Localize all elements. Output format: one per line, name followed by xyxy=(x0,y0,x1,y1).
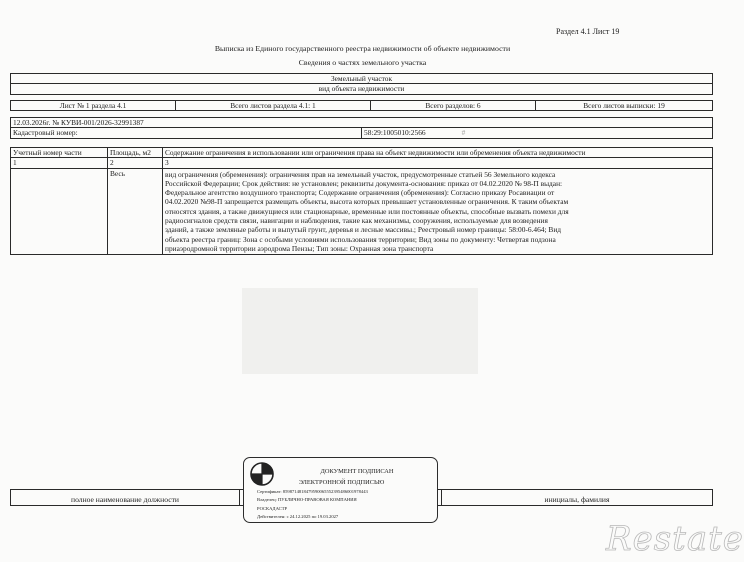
content-line: зданий, а также земляные работы и выпутый грунт, деревья и лесные массивы.; Реестровый номер границы: 58:00-6.464; Вид xyxy=(165,225,562,235)
stamp-owner-line2: РОСКАДАСТР xyxy=(257,506,288,511)
electronic-signature-stamp xyxy=(243,457,438,523)
doc-number-table xyxy=(10,117,713,139)
content-line: приаэродромной территории аэродрома Пензы; Тип зоны: Охранная зона транспорта xyxy=(165,243,434,253)
sheet-number: Лист № 1 раздела 4.1 xyxy=(11,101,176,111)
stamp-owner-line1: Владелец: ПУБЛИЧНО-ПРАВОВАЯ КОМПАНИЯ xyxy=(257,497,357,502)
col-number-3: 3 xyxy=(163,158,713,168)
object-type-caption: вид объекта недвижимости xyxy=(11,84,713,94)
content-line: относятся здания, а также движущиеся или стационарные, временные или постоянные объекты, способные вызвать помехи для xyxy=(165,206,569,216)
part-number-cell xyxy=(11,168,108,255)
name-caption: инициалы, фамилия xyxy=(544,495,610,504)
content-line: объекта реестра границ: Зона с особыми условиями использования территории; Вид зоны по документу: Четвертая подзона xyxy=(165,234,556,244)
area-cell: Весь xyxy=(108,168,163,255)
col-header-area: Площадь, м2 xyxy=(108,148,163,158)
col-number-2: 2 xyxy=(108,158,163,168)
total-section-sheets: Всего листов раздела 4.1: 1 xyxy=(176,101,371,111)
stamp-title-line2: ЭЛЕКТРОННОЙ ПОДПИСЬЮ xyxy=(298,479,385,486)
total-sections: Всего разделов: 6 xyxy=(371,101,536,111)
cadastral-value: 58:29:1005010:2566 xyxy=(364,128,426,138)
parts-col-number-row xyxy=(11,158,713,168)
parts-header-row xyxy=(11,148,713,158)
table-row xyxy=(11,168,713,255)
cadastral-label: Кадастровый номер: xyxy=(11,128,362,138)
content-line: Федеральное агентство воздушного транспорта; Содержание ограничения (обременения): Согласно приказу Росавиации от xyxy=(165,188,555,198)
pen-mark: # xyxy=(461,128,466,138)
col-header-content: Содержание ограничения в использовании или ограничения права на объект недвижимости или обременения объекта недвижимости xyxy=(163,148,713,158)
section-sheet-label: Раздел 4.1 Лист 19 xyxy=(556,27,620,36)
signature-divider-left xyxy=(239,490,240,505)
content-line: 04.02.2020 №98-П запрещается размещать объекты, высота которых превышает установленные ограничения. К таким объектам xyxy=(165,197,569,207)
content-line: Российской Федерации; Срок действия: не установлен; реквизиты документа-основания: приказ от 04.02.2020 № 98-П выдан: xyxy=(165,178,563,188)
document-title: Выписка из Единого государственного реестра недвижимости об объекте недвижимости xyxy=(214,44,511,53)
parts-table xyxy=(10,147,713,255)
stamp-validity: Действителен: с 24.12.2025 по 19.03.2027 xyxy=(257,514,339,519)
total-extract-sheets: Всего листов выписки: 19 xyxy=(536,101,713,111)
document-subtitle: Сведения о частях земельного участка xyxy=(298,58,427,67)
cadastral-number xyxy=(362,128,713,138)
col-header-part-number: Учетный номер части xyxy=(11,148,108,158)
scan-blemish xyxy=(242,288,478,374)
sheet-info-table xyxy=(10,100,713,111)
content-line: вид ограничения (обременения): ограничения прав на земельный участок, предусмотренные статьей 56 Земельного кодекса xyxy=(165,169,556,179)
object-type-table xyxy=(10,73,713,95)
stamp-title-line1: ДОКУМЕНТ ПОДПИСАН xyxy=(320,468,394,475)
doc-number: 12.03.2026г. № КУВИ-001/2026-32991387 xyxy=(11,118,713,128)
restate-watermark: Restate xyxy=(606,519,744,559)
stamp-certificate: Сертификат: 8598714818479590065552395486001978443 xyxy=(257,489,368,494)
object-type: Земельный участок xyxy=(11,74,713,84)
restriction-content-cell xyxy=(163,168,713,255)
position-caption: полное наименование должности xyxy=(71,495,179,504)
col-number-1: 1 xyxy=(11,158,108,168)
content-line: радиосигналов средств связи, навигации и наблюдения, такие как механизмы, сооружения, используемые для возведения xyxy=(165,216,548,226)
